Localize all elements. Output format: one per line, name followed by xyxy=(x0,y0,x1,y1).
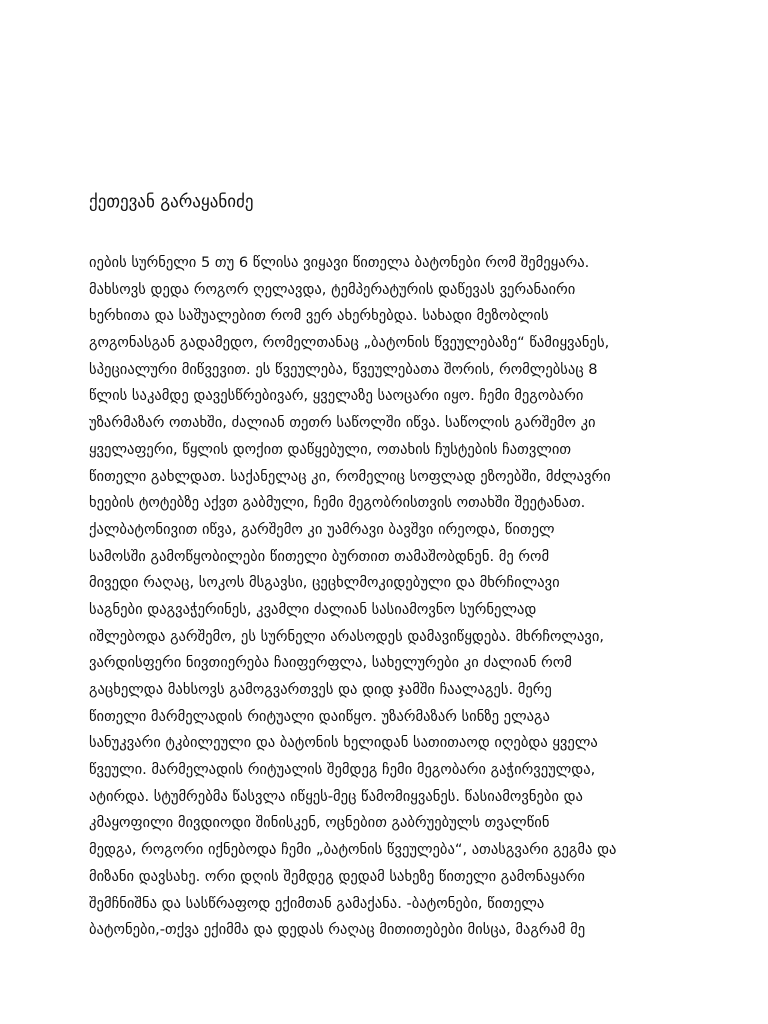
text-line: სანუკვარი ტკბილეული და ბატონის ხელიდან სათითაოდ იღებდა ყველა xyxy=(89,734,598,752)
text-line: სპეციალური მიწვევით. ეს წვეულება, წვეულებათა შორის, რომლებსაც 8 xyxy=(89,360,598,378)
text-line: გოგონასგან გადამედო, რომელთანაც „ბატონის წვეულებაზე“ წამიყვანეს, xyxy=(89,334,610,352)
text-line: წლის საკამდე დავესწრებივარ, ყველაზე საოცარი იყო. ჩემი მეგობარი xyxy=(89,387,584,405)
text-line: ყველაფერი, წყლის დოქით დაწყებული, ოთახის ჩუსტების ჩათვლით xyxy=(89,440,572,458)
text-line: ბატონები,-თქვა ექიმმა და დედას რაღაც მითითებები მისცა, მაგრამ მე xyxy=(89,921,586,939)
text-line: ვარდისფერი ნივთიერება ჩაიფერფლა, სახელურები კი ძალიან რომ xyxy=(89,654,572,672)
text-line: წითელი გახლდათ. საქანელაც კი, რომელიც სოფლად ეზოებში, მძლავრი xyxy=(89,467,611,485)
text-line: წითელი მარმელადის რიტუალი დაიწყო. უზარმაზარ სინზე ელაგა xyxy=(89,707,550,725)
text-line: კმაყოფილი მივდიოდი შინისკენ, ოცნებით გაბრუებულს თვალწინ xyxy=(89,814,550,832)
text-line: მედგა, როგორი იქნებოდა ჩემი „ბატონის წვეულება“, ათასგვარი გეგმა და xyxy=(89,841,617,859)
text-line: საგნები დაგვაჭერინეს, კვამლი ძალიან სასიამოვნო სურნელად xyxy=(89,600,537,618)
text-line: მივედი რაღაც, სოკოს მსგავსი, ცეცხლმოკიდებული და მხრჩილავი xyxy=(89,574,560,592)
text-line: ხეების ტოტებზე აქვთ გაბმული, ჩემი მეგობრისთვის ოთახში შეეტანათ. xyxy=(89,494,586,512)
text-line: იების სურნელი 5 თუ 6 წლისა ვიყავი წითელა ბატონები რომ შემეყარა. xyxy=(89,254,590,271)
text-line: უზარმაზარ ოთახში, ძალიან თეთრ საწოლში იწვა. საწოლის გარშემო კი xyxy=(89,414,596,432)
text-line: ხერხითა და საშუალებით რომ ვერ ახერხებდა. სახადი მეზობლის xyxy=(89,307,549,325)
text-line: იშლებოდა გარშემო, ეს სურნელი არასოდეს დამავიწყდება. მხრჩოლავი, xyxy=(89,627,605,645)
text-line: ქალბატონივით იწვა, გარშემო კი უამრავი ბავშვი ირეოდა, წითელ xyxy=(89,520,555,538)
text-line: წვეული. მარმელადის რიტუალის შემდეგ ჩემი მეგობარი გაჭირვეულდა, xyxy=(89,761,596,779)
text-line: სამოსში გამოწყობილები წითელი ბურთით თამაშობდნენ. მე რომ xyxy=(89,547,550,565)
text-line: გაცხელდა მახსოვს გამოგვართვეს და დიდ ჯამში ჩაალაგეს. მერე xyxy=(89,681,552,698)
text-line: ატირდა. სტუმრებმა წასვლა იწყეს-მეც წამომიყვანეს. წასიამოვნები და xyxy=(89,787,583,805)
author-name: ქეთევან გარაყანიძე xyxy=(89,192,254,212)
text-line: მიზანი დავსახე. ორი დღის შემდეგ დედამ სახეზე წითელი გამონაყარი xyxy=(89,867,585,885)
text-line: მახსოვს დედა როგორ ღელავდა, ტემპერატურის დაწევას ვერანაირი xyxy=(89,280,576,298)
text-line: შემჩნიშნა და სასწრაფოდ ექიმთან გამაქანა. -ბატონები, წითელა xyxy=(89,894,545,912)
body-text xyxy=(89,250,689,944)
